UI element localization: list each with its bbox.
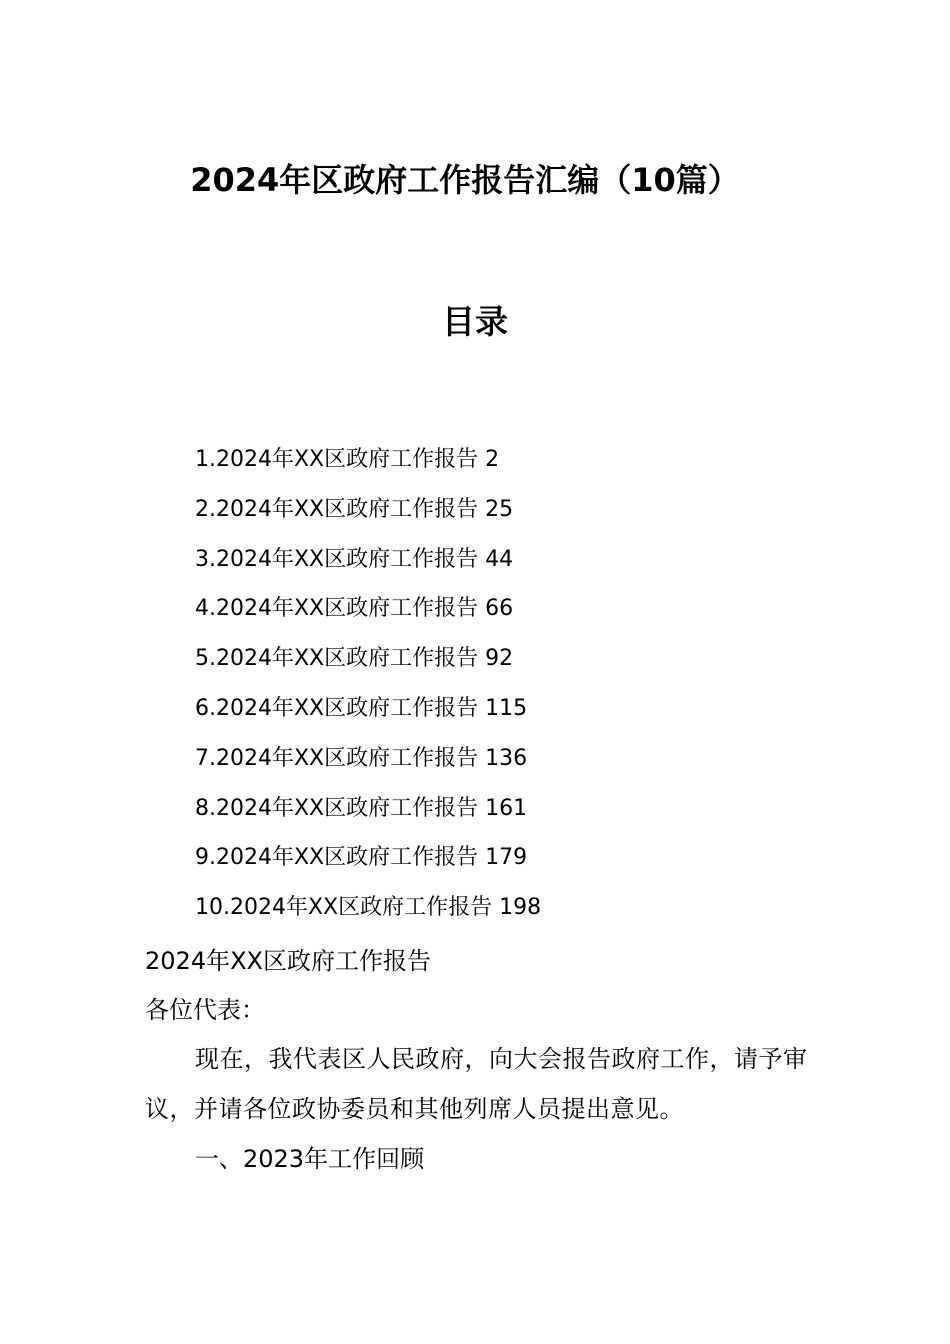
section-heading: 一、2023年工作回顾 [195, 1145, 425, 1173]
document-title: 2024年区政府工作报告汇编（10篇） [190, 161, 740, 199]
toc-item[interactable]: 5.2024年XX区政府工作报告 92 [195, 646, 514, 672]
opening-paragraph: 现在，我代表区人民政府，向大会报告政府工作，请予审议，并请各位政协委员和其他列席人员提出意见。 [145, 1045, 808, 1123]
table-of-contents [195, 440, 541, 938]
toc-item[interactable]: 7.2024年XX区政府工作报告 136 [195, 745, 528, 771]
toc-heading: 目录 [442, 302, 508, 341]
report-title: 2024年XX区政府工作报告 [145, 947, 431, 975]
salutation: 各位代表： [145, 996, 265, 1024]
toc-item[interactable]: 2.2024年XX区政府工作报告 25 [195, 496, 514, 522]
toc-item[interactable]: 8.2024年XX区政府工作报告 161 [195, 795, 528, 821]
toc-item[interactable]: 6.2024年XX区政府工作报告 115 [195, 695, 528, 721]
toc-item[interactable]: 10.2024年XX区政府工作报告 198 [195, 895, 542, 921]
toc-item[interactable]: 3.2024年XX区政府工作报告 44 [195, 546, 514, 572]
toc-item[interactable]: 1.2024年XX区政府工作报告 2 [195, 447, 500, 472]
toc-item[interactable]: 9.2024年XX区政府工作报告 179 [195, 845, 528, 871]
toc-item[interactable]: 4.2024年XX区政府工作报告 66 [195, 596, 514, 622]
